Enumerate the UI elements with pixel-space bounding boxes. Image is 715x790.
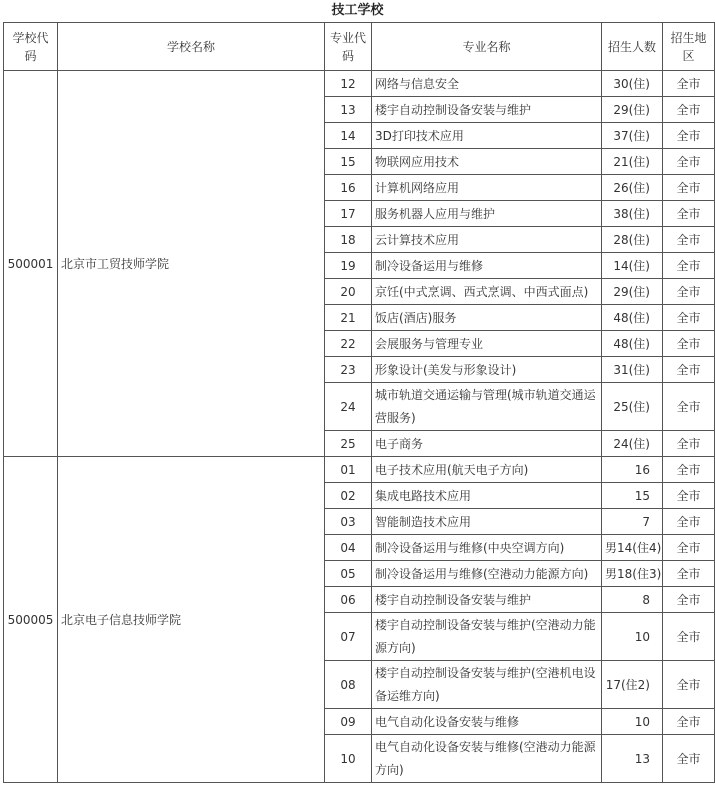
enroll-area: 全市 xyxy=(663,383,715,431)
major-code: 03 xyxy=(325,509,372,535)
enroll-area: 全市 xyxy=(663,483,715,509)
enroll-area: 全市 xyxy=(663,709,715,735)
enroll-count: 25(住) xyxy=(602,383,663,431)
enroll-area: 全市 xyxy=(663,509,715,535)
major-name: 网络与信息安全 xyxy=(372,71,602,97)
major-name: 楼宇自动控制设备安装与维护 xyxy=(372,97,602,123)
enroll-count: 16 xyxy=(602,457,663,483)
header-enroll-area: 招生地区 xyxy=(663,23,715,71)
major-code: 15 xyxy=(325,149,372,175)
enroll-count: 男14(住4) xyxy=(602,535,663,561)
header-school-name: 学校名称 xyxy=(58,23,325,71)
enroll-area: 全市 xyxy=(663,253,715,279)
header-major-code: 专业代码 xyxy=(325,23,372,71)
enroll-count: 29(住) xyxy=(602,279,663,305)
school-code: 500005 xyxy=(4,457,58,783)
enroll-count: 37(住) xyxy=(602,123,663,149)
enroll-area: 全市 xyxy=(663,279,715,305)
enroll-count: 29(住) xyxy=(602,97,663,123)
enroll-area: 全市 xyxy=(663,149,715,175)
major-name: 饭店(酒店)服务 xyxy=(372,305,602,331)
enroll-count: 7 xyxy=(602,509,663,535)
major-code: 13 xyxy=(325,97,372,123)
major-code: 20 xyxy=(325,279,372,305)
school-name: 北京市工贸技师学院 xyxy=(58,71,325,457)
major-name: 物联网应用技术 xyxy=(372,149,602,175)
header-major-name: 专业名称 xyxy=(372,23,602,71)
enroll-count: 30(住) xyxy=(602,71,663,97)
major-code: 10 xyxy=(325,735,372,783)
enroll-area: 全市 xyxy=(663,331,715,357)
major-code: 05 xyxy=(325,561,372,587)
enroll-count: 15 xyxy=(602,483,663,509)
enroll-count: 21(住) xyxy=(602,149,663,175)
enroll-area: 全市 xyxy=(663,457,715,483)
enroll-count: 8 xyxy=(602,587,663,613)
enroll-area: 全市 xyxy=(663,535,715,561)
enroll-count: 14(住) xyxy=(602,253,663,279)
enroll-area: 全市 xyxy=(663,561,715,587)
enroll-count: 31(住) xyxy=(602,357,663,383)
major-code: 06 xyxy=(325,587,372,613)
enroll-count: 10 xyxy=(602,613,663,661)
major-code: 12 xyxy=(325,71,372,97)
major-name: 楼宇自动控制设备安装与维护(空港动力能源方向) xyxy=(372,613,602,661)
table-row xyxy=(4,71,715,97)
major-name: 城市轨道交通运输与管理(城市轨道交通运营服务) xyxy=(372,383,602,431)
header-enroll-count: 招生人数 xyxy=(602,23,663,71)
enroll-area: 全市 xyxy=(663,97,715,123)
enroll-count: 48(住) xyxy=(602,305,663,331)
enroll-area: 全市 xyxy=(663,357,715,383)
major-name: 智能制造技术应用 xyxy=(372,509,602,535)
major-code: 16 xyxy=(325,175,372,201)
table-row xyxy=(4,457,715,483)
major-name: 电气自动化设备安装与维修 xyxy=(372,709,602,735)
major-code: 01 xyxy=(325,457,372,483)
enroll-area: 全市 xyxy=(663,613,715,661)
school-name: 北京电子信息技师学院 xyxy=(58,457,325,783)
enroll-count: 10 xyxy=(602,709,663,735)
major-name: 云计算技术应用 xyxy=(372,227,602,253)
enroll-area: 全市 xyxy=(663,227,715,253)
major-code: 07 xyxy=(325,613,372,661)
major-name: 服务机器人应用与维护 xyxy=(372,201,602,227)
enroll-area: 全市 xyxy=(663,71,715,97)
major-name: 计算机网络应用 xyxy=(372,175,602,201)
enroll-area: 全市 xyxy=(663,587,715,613)
major-name: 制冷设备运用与维修(中央空调方向) xyxy=(372,535,602,561)
enroll-count: 38(住) xyxy=(602,201,663,227)
major-name: 电子商务 xyxy=(372,431,602,457)
enroll-area: 全市 xyxy=(663,175,715,201)
major-name: 制冷设备运用与维修 xyxy=(372,253,602,279)
enroll-area: 全市 xyxy=(663,201,715,227)
table-body xyxy=(4,71,715,783)
enroll-area: 全市 xyxy=(663,305,715,331)
major-code: 22 xyxy=(325,331,372,357)
major-code: 02 xyxy=(325,483,372,509)
enroll-count: 48(住) xyxy=(602,331,663,357)
major-code: 17 xyxy=(325,201,372,227)
enroll-area: 全市 xyxy=(663,661,715,709)
major-name: 京饪(中式烹调、西式烹调、中西式面点) xyxy=(372,279,602,305)
enroll-count: 26(住) xyxy=(602,175,663,201)
major-code: 21 xyxy=(325,305,372,331)
enroll-area: 全市 xyxy=(663,431,715,457)
major-name: 制冷设备运用与维修(空港动力能源方向) xyxy=(372,561,602,587)
major-name: 3D打印技术应用 xyxy=(372,123,602,149)
major-code: 23 xyxy=(325,357,372,383)
enrollment-table xyxy=(3,22,715,783)
major-code: 09 xyxy=(325,709,372,735)
enroll-area: 全市 xyxy=(663,123,715,149)
major-code: 18 xyxy=(325,227,372,253)
enroll-count: 24(住) xyxy=(602,431,663,457)
enroll-count: 13 xyxy=(602,735,663,783)
major-name: 电气自动化设备安装与维修(空港动力能源方向) xyxy=(372,735,602,783)
major-name: 形象设计(美发与形象设计) xyxy=(372,357,602,383)
major-code: 08 xyxy=(325,661,372,709)
major-name: 电子技术应用(航天电子方向) xyxy=(372,457,602,483)
major-code: 04 xyxy=(325,535,372,561)
major-code: 14 xyxy=(325,123,372,149)
enroll-area: 全市 xyxy=(663,735,715,783)
enroll-count: 男18(住3) xyxy=(602,561,663,587)
school-code: 500001 xyxy=(4,71,58,457)
major-code: 19 xyxy=(325,253,372,279)
major-name: 会展服务与管理专业 xyxy=(372,331,602,357)
header-row xyxy=(4,23,715,71)
major-code: 24 xyxy=(325,383,372,431)
major-code: 25 xyxy=(325,431,372,457)
page-title: 技工学校 xyxy=(331,3,384,18)
enroll-count: 17(住2) xyxy=(602,661,663,709)
enroll-count: 28(住) xyxy=(602,227,663,253)
major-name: 集成电路技术应用 xyxy=(372,483,602,509)
major-name: 楼宇自动控制设备安装与维护 xyxy=(372,587,602,613)
major-name: 楼宇自动控制设备安装与维护(空港机电设备运维方向) xyxy=(372,661,602,709)
header-school-code: 学校代码 xyxy=(4,23,58,71)
